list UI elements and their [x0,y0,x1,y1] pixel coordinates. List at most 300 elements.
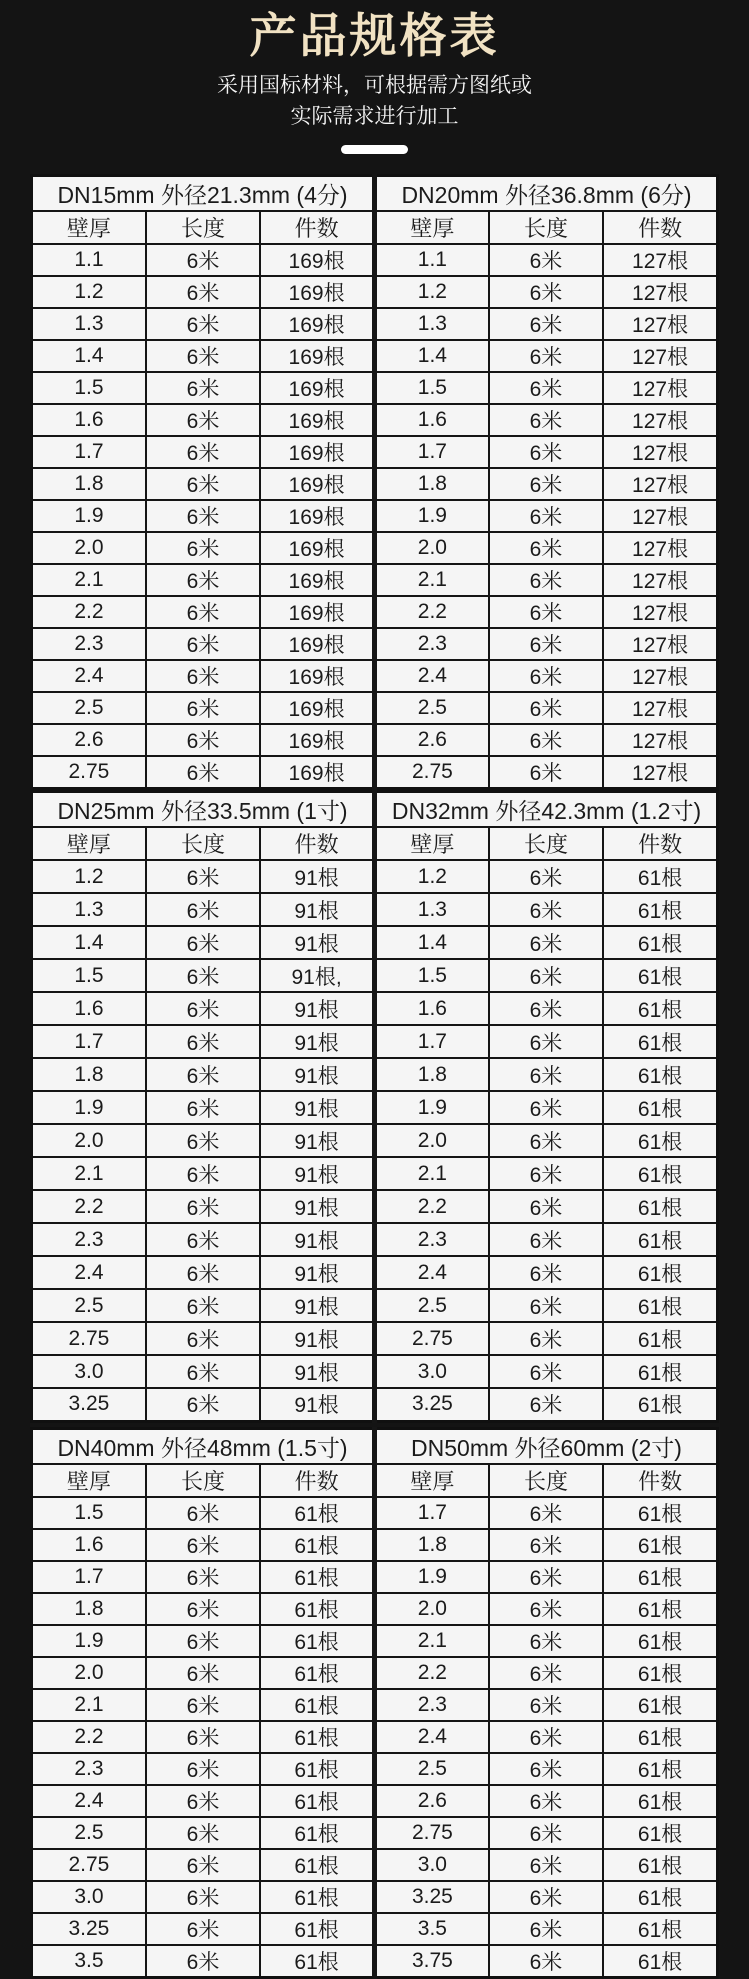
cell-thickness: 1.8 [32,468,146,500]
spec-table-dn40-dn50 [30,1427,719,1979]
cell-thickness: 1.9 [374,1561,488,1593]
table-row [32,1593,718,1625]
cell-thickness: 1.2 [374,276,488,308]
table-row [32,959,718,992]
cell-length: 6米 [146,1753,260,1785]
cell-thickness: 2.0 [32,1657,146,1689]
cell-length: 6米 [146,1190,260,1223]
cell-count: 169根 [260,628,374,660]
cell-count: 169根 [260,756,374,789]
cell-length: 6米 [146,1497,260,1529]
cell-thickness: 2.1 [32,1689,146,1721]
cell-count: 127根 [603,372,717,404]
cell-count: 61根 [603,1157,717,1190]
cell-count: 61根 [260,1945,374,1978]
cell-count: 61根 [603,1913,717,1945]
cell-thickness: 3.25 [374,1388,488,1421]
table-row [32,1190,718,1223]
table-row [32,1817,718,1849]
cell-length: 6米 [146,992,260,1025]
cell-length: 6米 [489,1913,603,1945]
cell-count: 127根 [603,404,717,436]
cell-count: 127根 [603,244,717,276]
cell-thickness: 2.2 [32,1721,146,1753]
cell-count: 61根 [603,1091,717,1124]
cell-length: 6米 [489,1025,603,1058]
col-header-2: 件数 [603,1464,717,1497]
cell-count: 61根 [603,893,717,926]
cell-thickness: 2.5 [374,1753,488,1785]
table-row [32,724,718,756]
table-row [32,1561,718,1593]
cell-length: 6米 [146,1689,260,1721]
cell-thickness: 2.4 [32,1785,146,1817]
table-row [32,468,718,500]
cell-count: 91根 [260,1223,374,1256]
table-row [32,1388,718,1421]
cell-thickness: 1.3 [374,893,488,926]
col-header-0: 壁厚 [374,827,488,860]
cell-length: 6米 [146,500,260,532]
cell-length: 6米 [146,436,260,468]
cell-count: 61根 [603,959,717,992]
cell-thickness: 2.5 [374,692,488,724]
cell-count: 169根 [260,724,374,756]
table-row [32,1289,718,1322]
cell-length: 6米 [146,1561,260,1593]
table-row [32,1689,718,1721]
cell-count: 127根 [603,596,717,628]
table-title-right: DN50mm 外径60mm (2寸) [374,1428,717,1464]
cell-thickness: 3.25 [32,1913,146,1945]
table-row [32,1223,718,1256]
col-header-2: 件数 [260,211,374,244]
col-header-2: 件数 [603,211,717,244]
cell-thickness: 1.3 [32,893,146,926]
cell-length: 6米 [146,756,260,789]
cell-count: 127根 [603,468,717,500]
cell-thickness: 2.6 [32,724,146,756]
cell-count: 61根 [260,1721,374,1753]
cell-thickness: 2.4 [374,660,488,692]
cell-count: 61根 [603,1945,717,1978]
col-header-0: 壁厚 [32,1464,146,1497]
cell-length: 6米 [146,1223,260,1256]
table-row [32,1945,718,1978]
cell-count: 61根 [260,1561,374,1593]
table-row [32,1881,718,1913]
cell-length: 6米 [146,1025,260,1058]
cell-thickness: 1.9 [32,500,146,532]
cell-count: 169根 [260,436,374,468]
cell-count: 61根 [603,1223,717,1256]
cell-count: 127根 [603,756,717,789]
cell-length: 6米 [489,724,603,756]
col-header-2: 件数 [260,1464,374,1497]
cell-count: 61根 [603,992,717,1025]
cell-count: 127根 [603,340,717,372]
cell-thickness: 1.8 [374,1058,488,1091]
cell-thickness: 3.0 [32,1355,146,1388]
cell-count: 91根 [260,893,374,926]
col-header-2: 件数 [260,827,374,860]
cell-count: 61根 [603,1529,717,1561]
table-row [32,756,718,789]
cell-length: 6米 [489,1223,603,1256]
cell-thickness: 1.7 [374,1025,488,1058]
cell-thickness: 1.7 [32,436,146,468]
cell-length: 6米 [489,1289,603,1322]
cell-length: 6米 [489,244,603,276]
cell-thickness: 1.7 [374,436,488,468]
cell-length: 6米 [146,1785,260,1817]
cell-count: 169根 [260,532,374,564]
cell-length: 6米 [489,893,603,926]
cell-length: 6米 [146,860,260,893]
cell-count: 91根 [260,1091,374,1124]
cell-count: 61根 [603,1785,717,1817]
cell-thickness: 1.3 [32,308,146,340]
table-row [32,404,718,436]
table-row [32,500,718,532]
cell-thickness: 3.75 [374,1945,488,1978]
cell-thickness: 1.9 [374,500,488,532]
table-row [32,564,718,596]
table-row [32,1091,718,1124]
cell-count: 61根 [603,926,717,959]
cell-count: 61根 [260,1625,374,1657]
cell-thickness: 1.8 [374,468,488,500]
cell-thickness: 1.4 [374,340,488,372]
cell-length: 6米 [146,1721,260,1753]
cell-count: 61根 [260,1497,374,1529]
table-row [32,1657,718,1689]
cell-count: 61根 [603,1497,717,1529]
table-row [32,1913,718,1945]
cell-count: 169根 [260,660,374,692]
cell-length: 6米 [146,468,260,500]
table-row [32,926,718,959]
cell-length: 6米 [146,926,260,959]
subtitle-line-2: 实际需求进行加工 [290,105,459,128]
cell-length: 6米 [146,308,260,340]
col-header-1: 长度 [146,827,260,860]
cell-thickness: 2.75 [32,756,146,789]
col-header-1: 长度 [489,1464,603,1497]
table-title-right: DN32mm 外径42.3mm (1.2寸) [374,792,717,828]
cell-count: 61根 [603,1817,717,1849]
cell-length: 6米 [489,276,603,308]
cell-length: 6米 [489,1625,603,1657]
cell-thickness: 1.5 [32,1497,146,1529]
cell-count: 61根 [603,1289,717,1322]
table-row [32,992,718,1025]
cell-thickness: 1.5 [32,959,146,992]
cell-length: 6米 [489,1657,603,1689]
table-row [32,1497,718,1529]
cell-thickness: 2.1 [374,564,488,596]
cell-thickness: 1.8 [32,1593,146,1625]
cell-count: 61根 [260,1753,374,1785]
cell-length: 6米 [146,1945,260,1978]
col-header-1: 长度 [146,1464,260,1497]
page-title: 产品规格表 [249,9,500,62]
cell-thickness: 2.0 [374,532,488,564]
cell-thickness: 2.4 [32,1256,146,1289]
cell-thickness: 1.8 [32,1058,146,1091]
cell-thickness: 1.4 [32,926,146,959]
cell-thickness: 1.5 [374,372,488,404]
cell-count: 91根, [260,959,374,992]
cell-length: 6米 [146,596,260,628]
cell-thickness: 1.4 [32,340,146,372]
cell-count: 61根 [260,1881,374,1913]
table-row [32,1157,718,1190]
cell-length: 6米 [146,1529,260,1561]
cell-thickness: 2.5 [32,692,146,724]
cell-thickness: 1.9 [374,1091,488,1124]
cell-length: 6米 [146,1355,260,1388]
cell-count: 61根 [603,1721,717,1753]
cell-count: 91根 [260,1124,374,1157]
cell-length: 6米 [489,500,603,532]
table-row [32,308,718,340]
cell-count: 61根 [603,1058,717,1091]
cell-thickness: 3.0 [374,1849,488,1881]
cell-length: 6米 [489,756,603,789]
table-row [32,893,718,926]
table-row [32,1753,718,1785]
cell-count: 127根 [603,436,717,468]
cell-length: 6米 [489,660,603,692]
cell-count: 61根 [603,1190,717,1223]
cell-thickness: 1.7 [374,1497,488,1529]
col-header-1: 长度 [146,211,260,244]
cell-thickness: 1.5 [374,959,488,992]
cell-count: 91根 [260,1190,374,1223]
cell-thickness: 2.2 [32,596,146,628]
cell-length: 6米 [489,1689,603,1721]
spec-table-dn25-dn32 [30,790,719,1423]
table-row [32,860,718,893]
table-title-left: DN25mm 外径33.5mm (1寸) [32,792,375,828]
table-title-left: DN40mm 外径48mm (1.5寸) [32,1428,375,1464]
cell-thickness: 1.6 [32,992,146,1025]
cell-length: 6米 [489,1157,603,1190]
cell-thickness: 3.0 [374,1355,488,1388]
cell-length: 6米 [146,660,260,692]
cell-thickness: 2.6 [374,1785,488,1817]
cell-count: 127根 [603,500,717,532]
cell-count: 61根 [603,1593,717,1625]
cell-thickness: 1.9 [32,1091,146,1124]
table-row [32,340,718,372]
cell-count: 61根 [603,1025,717,1058]
cell-count: 61根 [260,1913,374,1945]
cell-count: 91根 [260,992,374,1025]
cell-thickness: 2.3 [32,1753,146,1785]
cell-thickness: 2.2 [374,596,488,628]
cell-length: 6米 [489,436,603,468]
cell-thickness: 2.75 [32,1849,146,1881]
table-row [32,532,718,564]
cell-count: 169根 [260,404,374,436]
cell-length: 6米 [489,532,603,564]
cell-length: 6米 [489,1058,603,1091]
table-title-right: DN20mm 外径36.8mm (6分) [374,176,717,212]
cell-length: 6米 [146,1289,260,1322]
cell-count: 169根 [260,468,374,500]
cell-thickness: 1.9 [32,1625,146,1657]
cell-length: 6米 [146,532,260,564]
cell-thickness: 1.1 [32,244,146,276]
cell-length: 6米 [489,308,603,340]
cell-count: 127根 [603,532,717,564]
cell-count: 127根 [603,628,717,660]
cell-thickness: 1.3 [374,308,488,340]
cell-count: 61根 [603,1355,717,1388]
cell-count: 91根 [260,1388,374,1421]
cell-count: 91根 [260,926,374,959]
cell-thickness: 3.25 [374,1881,488,1913]
cell-thickness: 1.1 [374,244,488,276]
cell-thickness: 2.3 [374,1689,488,1721]
cell-count: 61根 [603,1322,717,1355]
cell-count: 61根 [603,1657,717,1689]
cell-length: 6米 [489,1322,603,1355]
cell-thickness: 1.6 [374,992,488,1025]
cell-thickness: 1.2 [32,860,146,893]
cell-thickness: 2.4 [32,660,146,692]
cell-count: 91根 [260,1157,374,1190]
cell-thickness: 2.5 [374,1289,488,1322]
cell-length: 6米 [489,1593,603,1625]
table-row [32,1785,718,1817]
cell-length: 6米 [489,340,603,372]
cell-thickness: 1.2 [374,860,488,893]
cell-length: 6米 [489,1529,603,1561]
cell-count: 127根 [603,308,717,340]
cell-length: 6米 [489,1945,603,1978]
cell-length: 6米 [146,1058,260,1091]
cell-count: 91根 [260,1025,374,1058]
cell-length: 6米 [489,468,603,500]
table-row [32,244,718,276]
cell-length: 6米 [146,1256,260,1289]
page-header [0,0,749,154]
cell-thickness: 1.2 [32,276,146,308]
cell-thickness: 1.7 [32,1025,146,1058]
cell-count: 169根 [260,372,374,404]
cell-thickness: 3.5 [374,1913,488,1945]
table-row [32,1256,718,1289]
cell-thickness: 2.1 [374,1157,488,1190]
cell-count: 91根 [260,1355,374,1388]
cell-count: 127根 [603,564,717,596]
cell-thickness: 2.75 [374,1817,488,1849]
cell-length: 6米 [146,1388,260,1421]
cell-length: 6米 [489,926,603,959]
cell-count: 169根 [260,276,374,308]
cell-thickness: 2.1 [374,1625,488,1657]
cell-thickness: 2.3 [374,628,488,660]
cell-length: 6米 [489,959,603,992]
spec-tables [30,174,719,1979]
cell-length: 6米 [146,959,260,992]
table-row [32,1625,718,1657]
cell-count: 127根 [603,660,717,692]
col-header-0: 壁厚 [32,211,146,244]
cell-thickness: 1.4 [374,926,488,959]
table-row [32,596,718,628]
cell-thickness: 1.6 [374,404,488,436]
cell-length: 6米 [489,1753,603,1785]
spec-table-dn15-dn20 [30,174,719,790]
cell-thickness: 3.5 [32,1945,146,1978]
cell-thickness: 1.5 [32,372,146,404]
cell-thickness: 2.5 [32,1817,146,1849]
cell-length: 6米 [146,628,260,660]
col-header-1: 长度 [489,827,603,860]
cell-thickness: 2.5 [32,1289,146,1322]
cell-count: 91根 [260,1322,374,1355]
cell-length: 6米 [489,1124,603,1157]
cell-length: 6米 [146,724,260,756]
cell-thickness: 3.25 [32,1388,146,1421]
cell-count: 61根 [260,1689,374,1721]
cell-count: 61根 [260,1817,374,1849]
cell-length: 6米 [146,1091,260,1124]
cell-length: 6米 [489,1721,603,1753]
table-row [32,372,718,404]
cell-length: 6米 [489,992,603,1025]
table-row [32,1529,718,1561]
cell-length: 6米 [489,1256,603,1289]
cell-count: 61根 [603,1256,717,1289]
cell-thickness: 1.6 [32,404,146,436]
table-row [32,1355,718,1388]
cell-length: 6米 [146,1625,260,1657]
col-header-0: 壁厚 [374,211,488,244]
cell-count: 61根 [603,1753,717,1785]
cell-count: 61根 [603,1388,717,1421]
cell-count: 61根 [603,860,717,893]
cell-length: 6米 [489,1849,603,1881]
cell-length: 6米 [489,404,603,436]
cell-thickness: 1.6 [32,1529,146,1561]
cell-length: 6米 [489,1355,603,1388]
subtitle-line-1: 采用国标材料，可根据需方图纸或 [217,74,532,97]
cell-count: 127根 [603,724,717,756]
cell-length: 6米 [489,596,603,628]
cell-count: 61根 [603,1689,717,1721]
cell-length: 6米 [146,404,260,436]
cell-count: 169根 [260,596,374,628]
cell-length: 6米 [489,1388,603,1421]
cell-count: 127根 [603,692,717,724]
cell-thickness: 2.0 [374,1124,488,1157]
cell-length: 6米 [146,1913,260,1945]
cell-thickness: 2.3 [32,628,146,660]
cell-length: 6米 [146,1322,260,1355]
table-row [32,1322,718,1355]
cell-count: 169根 [260,564,374,596]
cell-thickness: 1.7 [32,1561,146,1593]
cell-length: 6米 [146,564,260,596]
cell-thickness: 3.0 [32,1881,146,1913]
cell-count: 169根 [260,340,374,372]
cell-length: 6米 [489,860,603,893]
